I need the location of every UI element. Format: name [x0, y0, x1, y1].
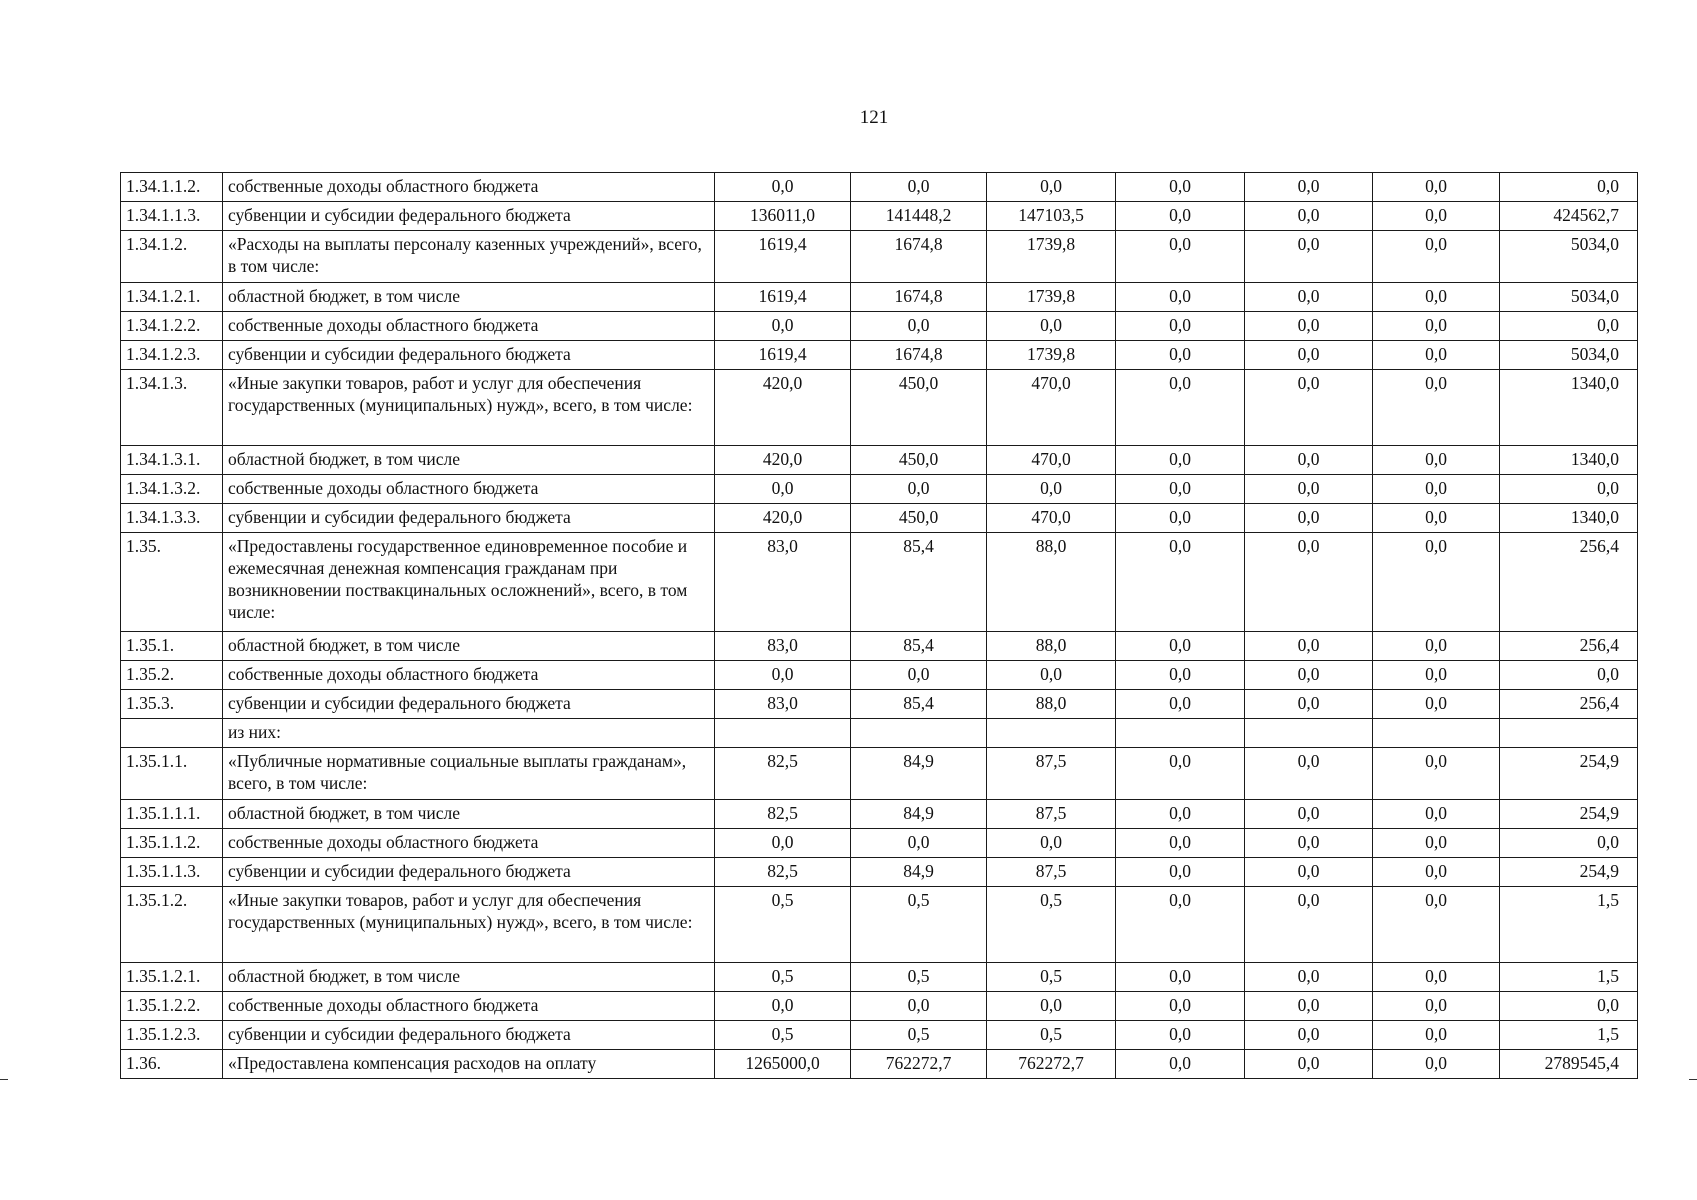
- row-value: [851, 719, 987, 748]
- row-value: 0,0: [851, 829, 987, 858]
- row-value: 1674,8: [851, 231, 987, 283]
- row-code: 1.34.1.2.1.: [121, 283, 223, 312]
- row-code: 1.34.1.2.: [121, 231, 223, 283]
- table-row: [121, 748, 1638, 800]
- table-row: [121, 475, 1638, 504]
- row-value: 0,0: [987, 992, 1116, 1021]
- row-label: областной бюджет, в том числе: [223, 446, 715, 475]
- row-value: 0,0: [1245, 992, 1373, 1021]
- row-total-value: 5034,0: [1500, 231, 1638, 283]
- row-value: 84,9: [851, 800, 987, 829]
- row-code: [121, 719, 223, 748]
- row-code: 1.35.3.: [121, 690, 223, 719]
- row-value: 0,0: [1373, 283, 1500, 312]
- row-label: «Предоставлена компенсация расходов на оплату: [223, 1050, 715, 1079]
- row-value: 0,0: [1373, 370, 1500, 446]
- row-value: 0,0: [1373, 475, 1500, 504]
- row-total-value: 1,5: [1500, 963, 1638, 992]
- row-total-value: 1340,0: [1500, 504, 1638, 533]
- row-label: субвенции и субсидии федерального бюджета: [223, 858, 715, 887]
- row-value: 0,0: [1245, 312, 1373, 341]
- row-value: 0,0: [851, 475, 987, 504]
- row-value: 0,0: [1245, 231, 1373, 283]
- row-value: 0,0: [1116, 690, 1245, 719]
- row-value: 82,5: [715, 858, 851, 887]
- row-value: 0,0: [1245, 504, 1373, 533]
- row-value: 762272,7: [987, 1050, 1116, 1079]
- row-code: 1.35.1.2.2.: [121, 992, 223, 1021]
- row-value: 1739,8: [987, 231, 1116, 283]
- row-value: [1245, 719, 1373, 748]
- row-value: 0,0: [1116, 661, 1245, 690]
- row-value: 762272,7: [851, 1050, 987, 1079]
- row-value: 0,5: [987, 887, 1116, 963]
- row-value: 0,0: [1373, 202, 1500, 231]
- row-total-value: 0,0: [1500, 992, 1638, 1021]
- row-total-value: 256,4: [1500, 632, 1638, 661]
- left-edge-mark: [0, 1079, 8, 1080]
- table-row: [121, 312, 1638, 341]
- row-value: 450,0: [851, 446, 987, 475]
- row-value: 0,0: [1116, 632, 1245, 661]
- table-body: [121, 173, 1638, 1079]
- row-code: 1.35.1.1.1.: [121, 800, 223, 829]
- row-value: 0,0: [1245, 533, 1373, 632]
- row-value: 0,0: [1245, 829, 1373, 858]
- row-value: 0,0: [1373, 1021, 1500, 1050]
- row-value: 0,0: [987, 173, 1116, 202]
- table-row: [121, 719, 1638, 748]
- row-code: 1.34.1.1.2.: [121, 173, 223, 202]
- row-value: [1116, 719, 1245, 748]
- row-value: 1619,4: [715, 231, 851, 283]
- row-value: 0,0: [1245, 446, 1373, 475]
- row-value: 0,0: [987, 312, 1116, 341]
- row-code: 1.35.: [121, 533, 223, 632]
- row-value: 0,0: [1116, 1021, 1245, 1050]
- row-total-value: 5034,0: [1500, 341, 1638, 370]
- row-value: 0,0: [715, 312, 851, 341]
- row-value: 0,0: [1116, 446, 1245, 475]
- row-value: 0,0: [1245, 690, 1373, 719]
- row-total-value: 1,5: [1500, 887, 1638, 963]
- row-value: 1619,4: [715, 341, 851, 370]
- row-value: 1619,4: [715, 283, 851, 312]
- row-value: 470,0: [987, 370, 1116, 446]
- row-value: 0,0: [1245, 475, 1373, 504]
- row-value: 1739,8: [987, 341, 1116, 370]
- table-row: [121, 1050, 1638, 1079]
- row-value: 1265000,0: [715, 1050, 851, 1079]
- row-value: 0,0: [1373, 632, 1500, 661]
- row-value: 1674,8: [851, 341, 987, 370]
- row-value: 0,0: [1116, 475, 1245, 504]
- row-label: «Публичные нормативные социальные выплаты гражданам», всего, в том числе:: [223, 748, 715, 800]
- row-value: 0,0: [1373, 858, 1500, 887]
- row-value: 87,5: [987, 800, 1116, 829]
- row-value: 0,0: [1245, 1050, 1373, 1079]
- row-value: 0,0: [1116, 992, 1245, 1021]
- row-value: 87,5: [987, 748, 1116, 800]
- row-value: 88,0: [987, 533, 1116, 632]
- table-row: [121, 829, 1638, 858]
- row-code: 1.35.1.: [121, 632, 223, 661]
- row-value: 0,0: [1373, 231, 1500, 283]
- row-value: 0,0: [1245, 173, 1373, 202]
- row-value: 0,0: [1116, 341, 1245, 370]
- row-value: 0,0: [1245, 341, 1373, 370]
- row-label: собственные доходы областного бюджета: [223, 992, 715, 1021]
- table-row: [121, 1021, 1638, 1050]
- row-label: областной бюджет, в том числе: [223, 800, 715, 829]
- page-number: 121: [859, 107, 889, 128]
- row-value: 84,9: [851, 748, 987, 800]
- table-row: [121, 446, 1638, 475]
- row-value: 0,0: [1245, 283, 1373, 312]
- row-code: 1.35.1.1.: [121, 748, 223, 800]
- row-label: «Иные закупки товаров, работ и услуг для обеспечения государственных (муниципальных) нужд», всего, в том числе:: [223, 887, 715, 963]
- row-value: 420,0: [715, 446, 851, 475]
- row-value: 0,0: [1373, 690, 1500, 719]
- row-value: 1739,8: [987, 283, 1116, 312]
- row-value: 88,0: [987, 690, 1116, 719]
- row-code: 1.35.1.2.3.: [121, 1021, 223, 1050]
- row-value: 0,0: [1116, 202, 1245, 231]
- table-row: [121, 173, 1638, 202]
- row-value: 0,0: [1373, 829, 1500, 858]
- row-label: собственные доходы областного бюджета: [223, 829, 715, 858]
- table-row: [121, 283, 1638, 312]
- row-value: [715, 719, 851, 748]
- table-row: [121, 690, 1638, 719]
- row-value: 0,0: [1245, 748, 1373, 800]
- row-value: 82,5: [715, 800, 851, 829]
- row-label: субвенции и субсидии федерального бюджета: [223, 690, 715, 719]
- row-value: 0,5: [715, 1021, 851, 1050]
- row-value: 0,5: [715, 963, 851, 992]
- row-value: [987, 719, 1116, 748]
- row-value: 141448,2: [851, 202, 987, 231]
- row-code: 1.34.1.1.3.: [121, 202, 223, 231]
- row-value: 147103,5: [987, 202, 1116, 231]
- row-code: 1.34.1.3.3.: [121, 504, 223, 533]
- row-label: областной бюджет, в том числе: [223, 963, 715, 992]
- row-value: 0,0: [1116, 829, 1245, 858]
- row-value: 0,0: [1373, 963, 1500, 992]
- row-code: 1.35.1.1.2.: [121, 829, 223, 858]
- row-value: 0,0: [1116, 312, 1245, 341]
- row-value: 0,0: [1373, 312, 1500, 341]
- table-row: [121, 533, 1638, 632]
- row-value: 0,0: [1116, 887, 1245, 963]
- row-value: 0,0: [1116, 748, 1245, 800]
- row-total-value: 0,0: [1500, 829, 1638, 858]
- row-value: 0,0: [851, 312, 987, 341]
- row-value: 0,0: [715, 829, 851, 858]
- row-code: 1.34.1.3.2.: [121, 475, 223, 504]
- row-value: 0,0: [851, 992, 987, 1021]
- row-value: 0,5: [987, 1021, 1116, 1050]
- row-value: 0,0: [1245, 800, 1373, 829]
- row-value: 0,0: [1373, 748, 1500, 800]
- row-value: 0,0: [851, 661, 987, 690]
- row-code: 1.34.1.2.2.: [121, 312, 223, 341]
- row-value: 0,0: [1245, 632, 1373, 661]
- row-total-value: 1,5: [1500, 1021, 1638, 1050]
- row-value: 85,4: [851, 632, 987, 661]
- row-value: 0,0: [1373, 446, 1500, 475]
- row-value: 0,0: [987, 475, 1116, 504]
- row-value: 0,0: [1373, 173, 1500, 202]
- row-value: 0,5: [851, 1021, 987, 1050]
- row-value: 0,0: [1245, 1021, 1373, 1050]
- row-value: 0,0: [1245, 858, 1373, 887]
- row-label: субвенции и субсидии федерального бюджета: [223, 504, 715, 533]
- row-label: «Иные закупки товаров, работ и услуг для обеспечения государственных (муниципальных) нужд», всего, в том числе:: [223, 370, 715, 446]
- row-total-value: 254,9: [1500, 748, 1638, 800]
- table-row: [121, 202, 1638, 231]
- row-value: 450,0: [851, 370, 987, 446]
- row-code: 1.34.1.3.1.: [121, 446, 223, 475]
- table-row: [121, 231, 1638, 283]
- row-value: 0,0: [1116, 1050, 1245, 1079]
- row-code: 1.36.: [121, 1050, 223, 1079]
- row-label: собственные доходы областного бюджета: [223, 661, 715, 690]
- row-value: [1373, 719, 1500, 748]
- row-code: 1.34.1.2.3.: [121, 341, 223, 370]
- row-value: 82,5: [715, 748, 851, 800]
- row-label: областной бюджет, в том числе: [223, 283, 715, 312]
- row-value: 0,0: [1116, 963, 1245, 992]
- row-value: 450,0: [851, 504, 987, 533]
- row-value: 0,0: [1116, 283, 1245, 312]
- row-value: 1674,8: [851, 283, 987, 312]
- row-value: 0,0: [1116, 504, 1245, 533]
- row-value: 87,5: [987, 858, 1116, 887]
- row-value: 0,0: [1373, 1050, 1500, 1079]
- row-value: 0,0: [1373, 504, 1500, 533]
- row-total-value: 0,0: [1500, 312, 1638, 341]
- table-row: [121, 858, 1638, 887]
- row-code: 1.35.1.2.: [121, 887, 223, 963]
- row-code: 1.35.1.2.1.: [121, 963, 223, 992]
- row-value: 0,5: [851, 963, 987, 992]
- row-total-value: 0,0: [1500, 173, 1638, 202]
- row-value: 84,9: [851, 858, 987, 887]
- row-value: 0,5: [851, 887, 987, 963]
- row-value: 0,0: [1116, 533, 1245, 632]
- row-value: 83,0: [715, 632, 851, 661]
- right-edge-mark: [1689, 1079, 1697, 1080]
- row-value: 85,4: [851, 533, 987, 632]
- row-label: субвенции и субсидии федерального бюджета: [223, 341, 715, 370]
- row-total-value: 254,9: [1500, 800, 1638, 829]
- row-value: 0,0: [715, 475, 851, 504]
- row-total-value: 1340,0: [1500, 370, 1638, 446]
- row-label: собственные доходы областного бюджета: [223, 475, 715, 504]
- row-value: 0,5: [715, 887, 851, 963]
- row-value: 0,5: [987, 963, 1116, 992]
- row-total-value: 424562,7: [1500, 202, 1638, 231]
- row-value: 88,0: [987, 632, 1116, 661]
- row-total-value: 256,4: [1500, 533, 1638, 632]
- row-value: 0,0: [1116, 858, 1245, 887]
- row-total-value: 254,9: [1500, 858, 1638, 887]
- table-row: [121, 370, 1638, 446]
- row-value: 0,0: [1245, 202, 1373, 231]
- row-value: 0,0: [715, 992, 851, 1021]
- table-row: [121, 632, 1638, 661]
- row-value: 83,0: [715, 533, 851, 632]
- row-value: 420,0: [715, 504, 851, 533]
- row-label: субвенции и субсидии федерального бюджета: [223, 1021, 715, 1050]
- row-code: 1.35.2.: [121, 661, 223, 690]
- row-value: 0,0: [851, 173, 987, 202]
- row-value: 0,0: [1116, 370, 1245, 446]
- row-value: 0,0: [1116, 173, 1245, 202]
- row-label: «Предоставлены государственное единовременное пособие и ежемесячная денежная компенсация гражданам при возникновении поствакцинальных осложнений», всего, в том числе:: [223, 533, 715, 632]
- row-value: 83,0: [715, 690, 851, 719]
- table-row: [121, 341, 1638, 370]
- row-value: 0,0: [987, 829, 1116, 858]
- table-row: [121, 887, 1638, 963]
- row-value: 0,0: [1116, 231, 1245, 283]
- row-code: 1.35.1.1.3.: [121, 858, 223, 887]
- table-row: [121, 963, 1638, 992]
- table-row: [121, 992, 1638, 1021]
- row-label: «Расходы на выплаты персоналу казенных учреждений», всего, в том числе:: [223, 231, 715, 283]
- row-label: из них:: [223, 719, 715, 748]
- row-label: собственные доходы областного бюджета: [223, 312, 715, 341]
- row-value: 0,0: [1245, 370, 1373, 446]
- row-value: 0,0: [1373, 800, 1500, 829]
- row-total-value: 256,4: [1500, 690, 1638, 719]
- row-value: 85,4: [851, 690, 987, 719]
- row-value: 0,0: [987, 661, 1116, 690]
- row-total-value: 1340,0: [1500, 446, 1638, 475]
- row-value: 470,0: [987, 446, 1116, 475]
- row-value: 470,0: [987, 504, 1116, 533]
- row-value: 0,0: [1373, 341, 1500, 370]
- row-value: 0,0: [715, 173, 851, 202]
- row-value: 0,0: [1373, 992, 1500, 1021]
- table-row: [121, 800, 1638, 829]
- row-label: субвенции и субсидии федерального бюджета: [223, 202, 715, 231]
- row-label: областной бюджет, в том числе: [223, 632, 715, 661]
- row-total-value: [1500, 719, 1638, 748]
- row-label: собственные доходы областного бюджета: [223, 173, 715, 202]
- row-code: 1.34.1.3.: [121, 370, 223, 446]
- row-total-value: 0,0: [1500, 475, 1638, 504]
- table-row: [121, 504, 1638, 533]
- row-value: 0,0: [1245, 887, 1373, 963]
- budget-table: [120, 172, 1638, 1079]
- row-value: 0,0: [715, 661, 851, 690]
- row-value: 0,0: [1373, 661, 1500, 690]
- row-value: 0,0: [1373, 887, 1500, 963]
- row-value: 0,0: [1245, 661, 1373, 690]
- row-value: 136011,0: [715, 202, 851, 231]
- row-total-value: 2789545,4: [1500, 1050, 1638, 1079]
- table-row: [121, 661, 1638, 690]
- row-value: 0,0: [1373, 533, 1500, 632]
- row-value: 0,0: [1116, 800, 1245, 829]
- row-total-value: 5034,0: [1500, 283, 1638, 312]
- row-value: 420,0: [715, 370, 851, 446]
- row-total-value: 0,0: [1500, 661, 1638, 690]
- row-value: 0,0: [1245, 963, 1373, 992]
